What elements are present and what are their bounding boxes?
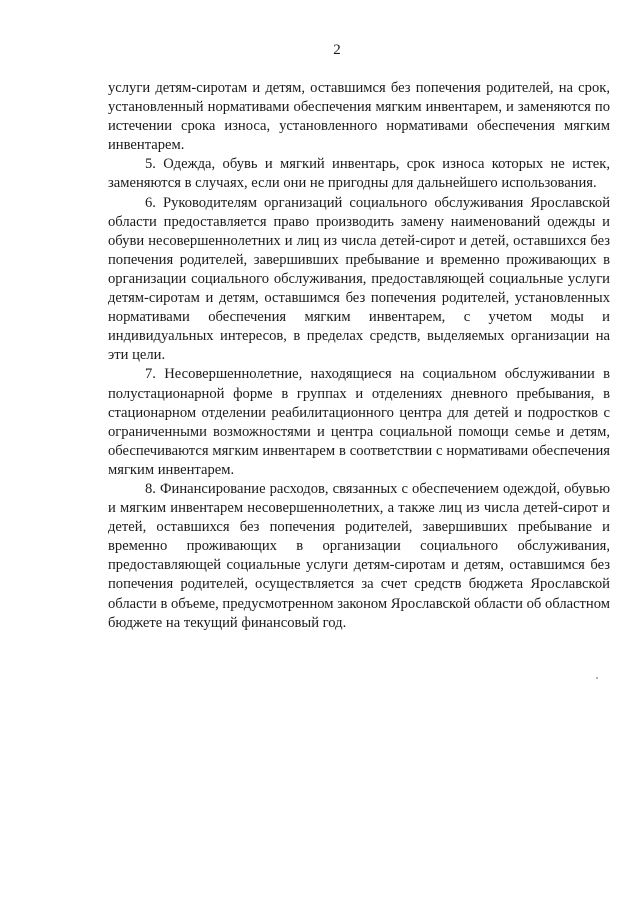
paragraph-item-7: 7. Несовершеннолетние, находящиеся на социальном обслуживании в полустационарной форме в группах и отделениях дневного пребывания, в стационарном отделении реабилитационного центра для детей и подростков с ограниченными возможностями и центра социальной помощи семье и детям, обеспечиваются мягким инвентарем в соответствии с нормативами обеспечения мягким инвентарем.	[108, 366, 610, 478]
paragraph-continuation: услуги детям-сиротам и детям, оставшимся без попечения родителей, на срок, установленный нормативами обеспечения мягким инвентарем, и заменяются по истечении срока износа, установленного нормативами обеспечения мягким инвентарем.	[108, 80, 610, 154]
page-number: 2	[333, 42, 341, 58]
document-body	[108, 79, 610, 633]
paragraph-item-8: 8. Финансирование расходов, связанных с обеспечением одеждой, обувью и мягким инвентарем несовершеннолетних, а также лиц из числа детей-сирот и детей, оставшихся без попечения родителей, завершивших пребывание и временно проживающих в организации социального обслуживания, предоставляющей социальные услуги детям-сиротам и детям, оставшимся без попечения родителей, осуществляется за счет средств бюджета Ярославской области в объеме, предусмотренном законом Ярославской области об областном бюджете на текущий финансовый год.	[108, 480, 610, 631]
paragraph-item-6: 6. Руководителям организаций социального обслуживания Ярославской области предоставляется право производить замену наименований одежды и обуви несовершеннолетних и лиц из числа детей-сирот и детей, оставшихся без попечения родителей, завершивших пребывание и временно проживающих в организации социального обслуживания, предоставляющей социальные услуги детям-сиротам и детям, оставшимся без попечения родителей, установленных нормативами обеспечения мягким инвентарем, с учетом моды и индивидуальных интересов, в пределах средств, выделяемых организации на эти цели.	[108, 194, 610, 364]
paragraph-item-5: 5. Одежда, обувь и мягкий инвентарь, срок износа которых не истек, заменяются в случаях, если они не пригодны для дальнейшего использования.	[108, 156, 610, 192]
scan-speck	[596, 677, 598, 679]
